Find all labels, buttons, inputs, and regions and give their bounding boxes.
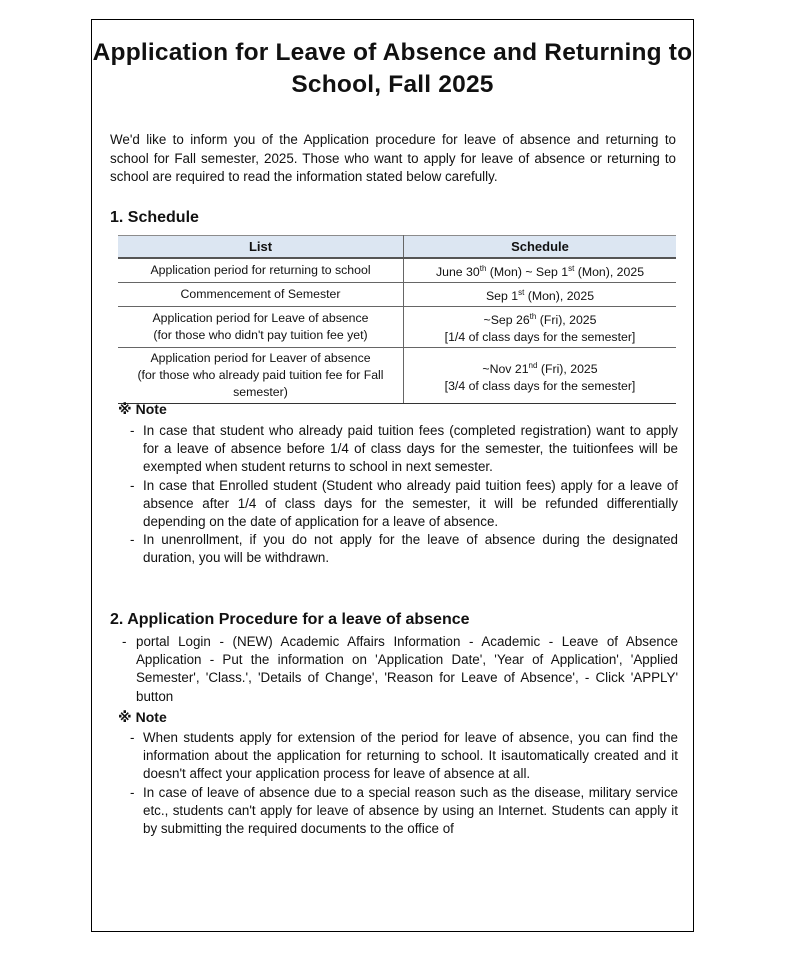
table-cell-list: Application period for Leaver of absence (for those who already paid tuition fee for Fall semester) (118, 348, 404, 404)
table-row (118, 283, 676, 307)
list-item: - In case that student who already paid tuition fees (completed registration) want to apply for a leave of absence before 1/4 of class days for the semester, the tuitionfees will be exempted when student returns to school in next semester. (130, 423, 678, 475)
procedure-list (122, 633, 678, 706)
table-header-row (118, 236, 676, 259)
table-cell-list: Application period for Leave of absence (for those who didn't pay tuition fee yet) (118, 307, 404, 348)
schedule-heading: 1. Schedule (110, 209, 199, 226)
table-cell-schedule: ~Sep 26th (Fri), 2025 [1/4 of class days for the semester] (404, 307, 677, 348)
table-cell-schedule: ~Nov 21nd (Fri), 2025 [3/4 of class days for the semester] (404, 348, 677, 404)
column-header-schedule: Schedule (404, 236, 677, 259)
column-header-list: List (118, 236, 404, 259)
page-title: Application for Leave of Absence and Returning to School, Fall 2025 (92, 39, 693, 98)
table-cell-list: Application period for returning to school (118, 258, 404, 283)
table-row (118, 348, 676, 404)
note-heading: ※ Note (118, 401, 167, 417)
table-row (118, 307, 676, 348)
table-cell-schedule: Sep 1st (Mon), 2025 (404, 283, 677, 307)
list-item: - When students apply for extension of the period for leave of absence, you can find the information about the application for returning to school. It isautomatically created and it doesn't affect your application process for leave of absence at all. (130, 730, 678, 782)
schedule-table (118, 235, 676, 404)
note-list (130, 422, 678, 568)
list-item: - In unenrollment, if you do not apply for the leave of absence during the designated duration, you will be withdrawn. (130, 532, 678, 566)
list-item: - portal Login - (NEW) Academic Affairs Information - Academic - Leave of Absence Application - Put the information on 'Application Date', 'Year of Application', 'Applied Semester', 'Class.', 'Details of Change', 'Reason for Leave of Absence', - Click 'APPLY' button (122, 634, 678, 704)
procedure-heading: 2. Application Procedure for a leave of absence (110, 611, 470, 628)
table-cell-list: Commencement of Semester (118, 283, 404, 307)
list-item: - In case of leave of absence due to a special reason such as the disease, military service etc., students can't apply for leave of absence by using an Internet. Students can apply it by submitting the required documents to the office of (130, 784, 678, 837)
document-page (91, 19, 694, 932)
reference-mark-icon: ※ (118, 401, 132, 417)
reference-mark-icon: ※ (118, 709, 132, 725)
list-item: - In case that Enrolled student (Student who already paid tuition fees) apply for a leave of absence after 1/4 of class days for the semester, it will be refunded differentially depending on the date of application for a leave of absence. (130, 477, 678, 530)
note-heading: ※ Note (118, 709, 167, 725)
intro-paragraph: We'd like to inform you of the Application procedure for leave of absence and returning to school for Fall semester, 2025. Those who want to apply for leave of absence or returning to school are required to read the information stated below carefully. (110, 132, 676, 184)
note-list (130, 729, 678, 838)
table-row (118, 258, 676, 283)
table-cell-schedule: June 30th (Mon) ~ Sep 1st (Mon), 2025 (404, 258, 677, 283)
